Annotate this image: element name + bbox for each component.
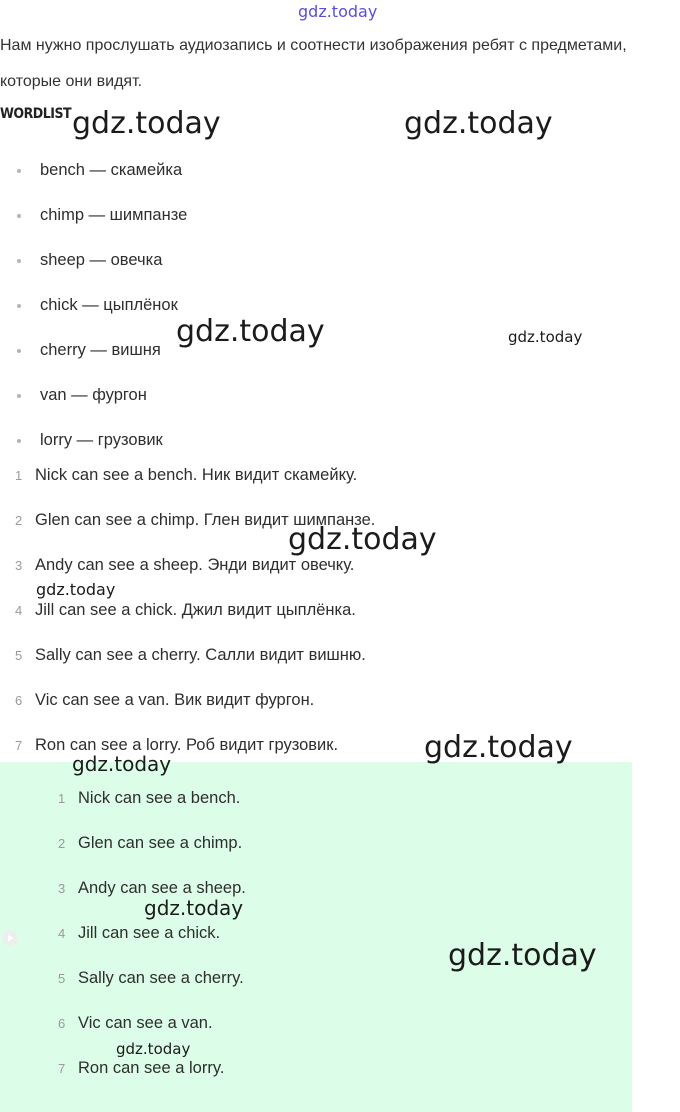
list-item xyxy=(0,453,375,498)
list-item xyxy=(0,373,187,418)
list-item xyxy=(0,776,246,821)
sentence-text: Sally can see a cherry. Салли видит вишню. xyxy=(35,646,366,664)
watermark: gdz.today xyxy=(176,314,325,349)
item-number: 3 xyxy=(15,558,23,573)
watermark: gdz.today xyxy=(144,896,244,920)
bullet-icon xyxy=(17,394,21,398)
list-item xyxy=(0,633,375,678)
list-item xyxy=(0,1046,246,1091)
word-translation: chimp — шимпанзе xyxy=(40,206,188,224)
list-item xyxy=(0,678,375,723)
watermark: gdz.today xyxy=(72,106,221,141)
list-item xyxy=(0,821,246,866)
bullet-icon xyxy=(17,439,21,443)
item-number: 2 xyxy=(15,513,23,528)
list-item xyxy=(0,588,375,633)
item-number: 6 xyxy=(58,1016,66,1031)
bullet-icon xyxy=(17,169,21,173)
list-item xyxy=(0,1001,246,1046)
watermark: gdz.today xyxy=(36,580,116,599)
sentence-text: Andy can see a sheep. Энди видит овечку. xyxy=(35,556,355,574)
bullet-icon xyxy=(17,214,21,218)
watermark: gdz.today xyxy=(116,1040,191,1058)
wordlist xyxy=(0,148,187,463)
item-number: 4 xyxy=(58,926,66,941)
bullet-icon xyxy=(17,304,21,308)
bullet-icon xyxy=(17,349,21,353)
word-translation: cherry — вишня xyxy=(40,341,161,359)
answer-text: Glen can see a chimp. xyxy=(78,834,243,852)
item-number: 2 xyxy=(58,836,66,851)
watermark: gdz.today xyxy=(508,328,583,346)
answer-text: Ron can see a lorry. xyxy=(78,1059,225,1077)
word-translation: bench — скамейка xyxy=(40,161,183,179)
answer-text: Nick can see a bench. xyxy=(78,789,241,807)
watermark: gdz.today xyxy=(424,730,573,765)
answer-text: Jill can see a chick. xyxy=(78,924,221,942)
wordlist-title: WORDLIST xyxy=(0,106,72,122)
word-translation: chick — цыплёнок xyxy=(40,296,178,314)
item-number: 1 xyxy=(58,791,66,806)
sentence-text: Nick can see a bench. Ник видит скамейку. xyxy=(35,466,358,484)
watermark: gdz.today xyxy=(72,752,172,776)
sentence-text: Glen can see a chimp. Глен видит шимпанзе. xyxy=(35,511,376,529)
item-number: 4 xyxy=(15,603,23,618)
watermark: gdz.today xyxy=(404,106,553,141)
list-item xyxy=(0,328,187,373)
sentence-text: Ron can see a lorry. Роб видит грузовик. xyxy=(35,736,339,754)
watermark: gdz.today xyxy=(298,2,378,21)
list-item xyxy=(0,498,375,543)
item-number: 5 xyxy=(15,648,23,663)
answer-text: Andy can see a sheep. xyxy=(78,879,246,897)
item-number: 3 xyxy=(58,881,66,896)
list-item xyxy=(0,866,246,911)
list-item xyxy=(0,283,187,328)
watermark: gdz.today xyxy=(288,522,437,557)
task-description: Нам нужно прослушать аудиозапись и соотнести изображения ребят с предметами, которые они видят. xyxy=(0,37,627,90)
list-item xyxy=(0,148,187,193)
answer-text: Sally can see a cherry. xyxy=(78,969,244,987)
answer-panel xyxy=(0,762,632,1112)
translation-list xyxy=(0,453,375,768)
answer-text: Vic can see a van. xyxy=(78,1014,213,1032)
word-translation: sheep — овечка xyxy=(40,251,163,269)
sentence-text: Jill can see a chick. Джил видит цыплёнка. xyxy=(35,601,356,619)
list-item xyxy=(0,193,187,238)
bullet-icon xyxy=(17,259,21,263)
watermark: gdz.today xyxy=(448,938,597,973)
item-number: 7 xyxy=(15,738,23,753)
list-item xyxy=(0,911,246,956)
list-item xyxy=(0,956,246,1001)
item-number: 6 xyxy=(15,693,23,708)
item-number: 5 xyxy=(58,971,66,986)
word-translation: lorry — грузовик xyxy=(40,431,163,449)
word-translation: van — фургон xyxy=(40,386,147,404)
answer-list xyxy=(0,776,246,1091)
list-item xyxy=(0,543,375,588)
list-item xyxy=(0,238,187,283)
item-number: 7 xyxy=(58,1061,66,1076)
item-number: 1 xyxy=(15,468,23,483)
sentence-text: Vic can see a van. Вик видит фургон. xyxy=(35,691,315,709)
